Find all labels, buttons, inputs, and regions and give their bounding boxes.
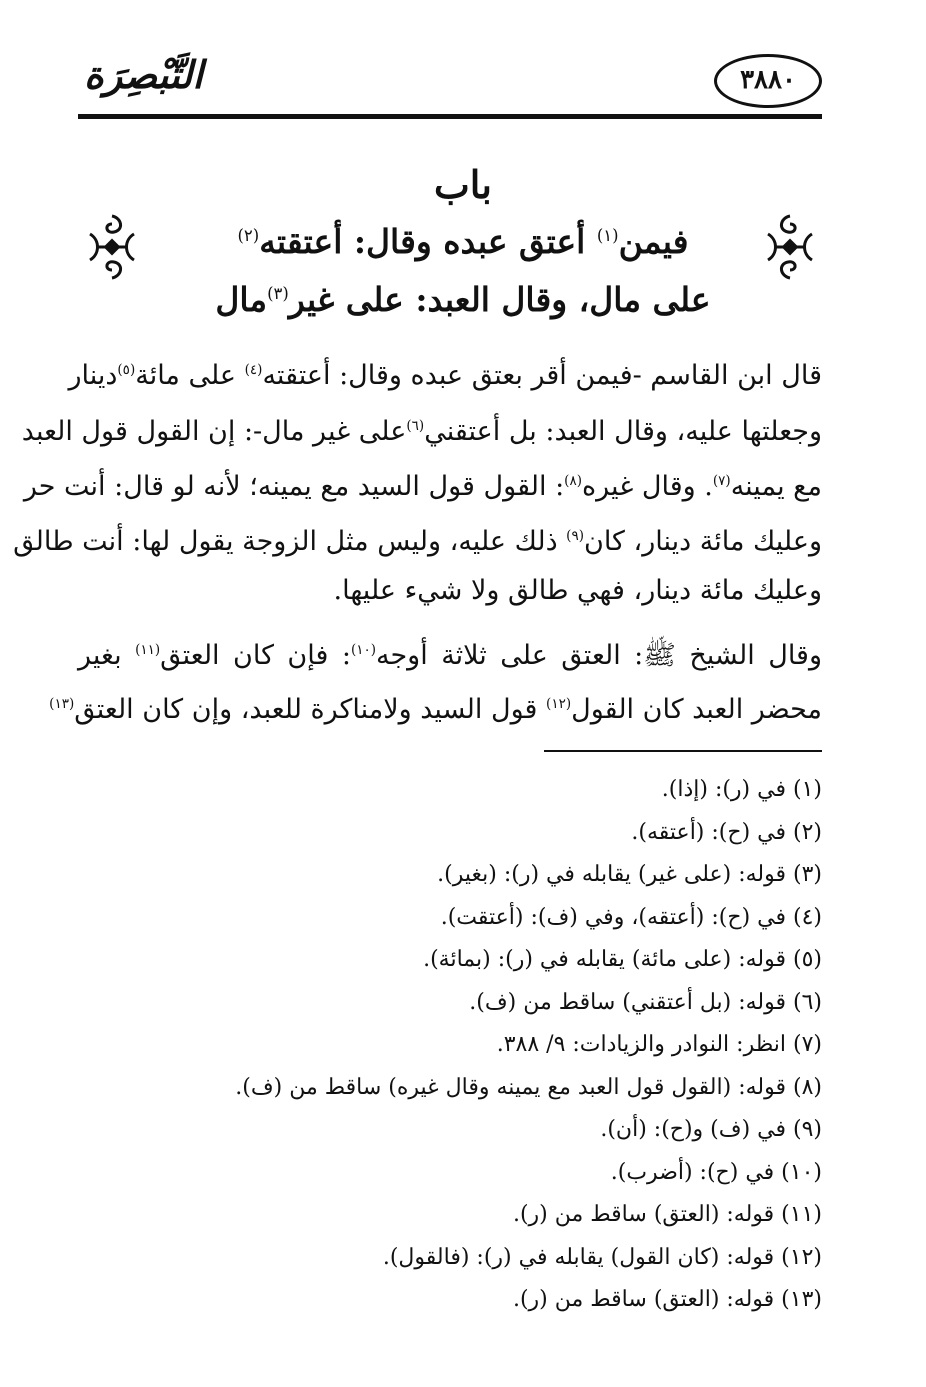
chapter-title-line-1: فيمن$^{(١)}$ أعتق عبده وقال: أعتقته$^{(٢)}$ xyxy=(237,222,689,261)
footnote-ref: (٩) xyxy=(566,528,584,544)
footnote: (٤) في (ح): (أعتقه)، وفي (ف): (أعتقت). xyxy=(440,904,822,930)
footnote-ref: (٣) xyxy=(267,284,289,303)
floral-ornament-icon xyxy=(82,212,142,282)
body-line: وعليك مائة دينار، كان$^{(٩)}$ ذلك عليه، وليس مثل الزوجة يقول لها: أنت طالق xyxy=(13,526,822,557)
book-title: التَّبْصِرَة xyxy=(84,52,203,97)
chapter-word: باب xyxy=(434,162,492,207)
footnote: (٨) قوله: (القول قول العبد مع يمينه وقال غيره) ساقط من (ف). xyxy=(235,1074,822,1100)
footnote: (٧) انظر: النوادر والزيادات: ٩/ ٣٨٨. xyxy=(496,1032,822,1057)
chapter-title-line-2: على مال، وقال العبد: على غير$^{(٣)}$مال xyxy=(215,280,711,319)
footnote: (١) في (ر): (إذا). xyxy=(661,777,822,802)
header-rule xyxy=(78,114,822,119)
body-line: مع يمينه$^{(٧)}$. وقال غيره$^{(٨)}$: القول قول السيد مع يمينه؛ لأنه لو قال: أنت حر xyxy=(23,471,822,502)
footnote: (١٠) في (ح): (أضرب). xyxy=(610,1159,822,1185)
footnote-ref: (٢) xyxy=(237,226,260,245)
footnote: (١٣) قوله: (العتق) ساقط من (ر). xyxy=(512,1287,822,1312)
footnote: (٩) في (ف) و(ح): (أن). xyxy=(600,1117,822,1142)
footnote-ref: (١١) xyxy=(135,642,161,658)
footnote-ref: (١٠) xyxy=(350,642,377,658)
footnote-ref: (١) xyxy=(596,226,619,245)
page-header xyxy=(78,44,822,116)
page-number: ٣٨٨٠ xyxy=(714,54,822,108)
footnote: (٥) قوله: (على مائة) يقابله في (ر): (بمائة). xyxy=(423,947,822,972)
footnote-ref: (١٢) xyxy=(546,696,572,712)
body-line: وعليك مائة دينار، فهي طالق ولا شيء عليها. xyxy=(333,575,822,606)
footnote-ref: (١٣) xyxy=(49,696,75,712)
footnote: (١١) قوله: (العتق) ساقط من (ر). xyxy=(512,1202,822,1227)
footnote: (٢) في (ح): (أعتقه). xyxy=(631,819,822,845)
body-line: محضر العبد كان القول$^{(١٢)}$ قول السيد ولامناكرة للعبد، وإن كان العتق$^{(١٣)}$ xyxy=(49,694,822,725)
footnote-ref: (٨) xyxy=(564,473,582,489)
footnote-ref: (٤) xyxy=(244,362,263,378)
footnote-ref: (٦) xyxy=(406,418,425,434)
footnote: (٣) قوله: (على غير) يقابله في (ر): (بغير). xyxy=(437,862,822,887)
footnote: (٦) قوله: (بل أعتقني) ساقط من (ف). xyxy=(469,989,822,1015)
body-line: وقال الشيخ ﷺ: العتق على ثلاثة أوجه$^{(١٠)}$: فإن كان العتق$^{(١١)}$ بغير xyxy=(78,640,823,671)
footnote-separator xyxy=(544,750,822,752)
footnote: (١٢) قوله: (كان القول) يقابله في (ر): (فالقول). xyxy=(382,1244,822,1270)
body-line: قال ابن القاسم -فيمن أقر بعتق عبده وقال: أعتقته$^{(٤)}$ على مائة$^{(٥)}$دينار xyxy=(68,360,822,391)
footnote-ref: (٥) xyxy=(117,362,136,378)
footnote-ref: (٧) xyxy=(712,473,731,489)
body-line: وجعلتها عليه، وقال العبد: بل أعتقني$^{(٦)}$على غير مال-: إن القول قول العبد xyxy=(21,416,822,447)
